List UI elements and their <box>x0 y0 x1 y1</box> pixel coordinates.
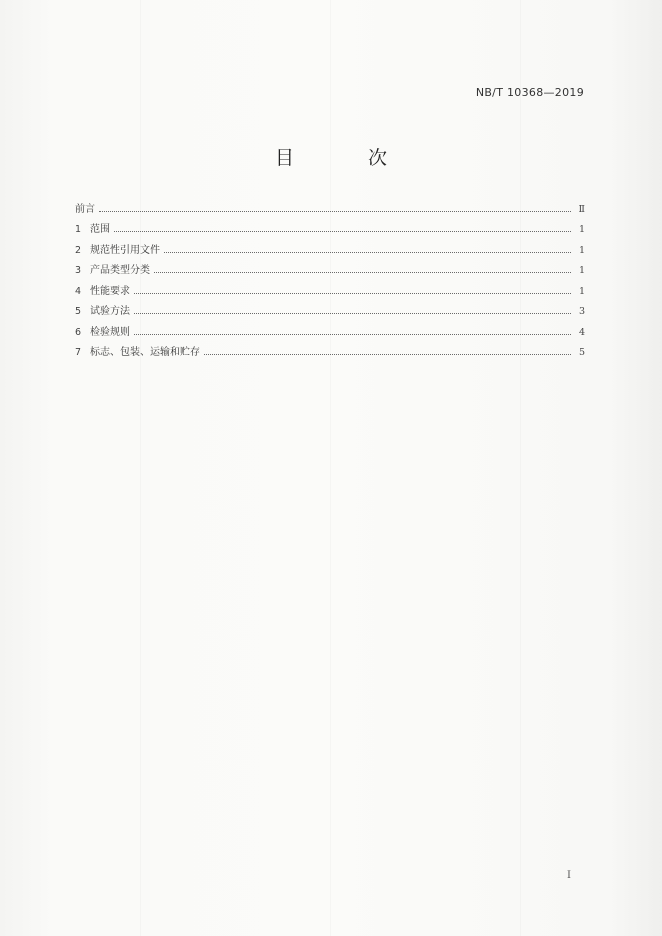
page-title: 目 次 <box>274 147 422 169</box>
toc-entry-foreword[interactable] <box>75 194 585 215</box>
toc-entry-label: 前言 <box>75 203 95 215</box>
toc-entry-number: 3 <box>75 265 82 276</box>
toc-entry-normative-references[interactable] <box>75 235 585 256</box>
toc-entry-page: 5 <box>578 347 585 358</box>
toc-leader-dots <box>114 230 571 232</box>
toc-entry-page: Ⅱ <box>578 203 585 215</box>
toc-entry-page: 1 <box>578 224 585 235</box>
toc-entry-number: 5 <box>75 306 82 317</box>
toc-entry-label: 产品类型分类 <box>90 265 150 276</box>
toc-entry-number: 1 <box>75 224 82 235</box>
toc-entry-product-classification[interactable] <box>75 256 585 277</box>
toc-entry-label: 检验规则 <box>90 326 130 338</box>
table-of-contents <box>75 194 585 358</box>
toc-entry-page: 4 <box>578 326 585 338</box>
toc-entry-label: 标志、包装、运输和贮存 <box>90 347 200 358</box>
toc-leader-dots <box>99 210 571 212</box>
toc-entry-label: 试验方法 <box>90 306 130 317</box>
toc-entry-page: 1 <box>578 285 585 297</box>
scan-artifact <box>520 0 521 936</box>
toc-leader-dots <box>154 271 571 273</box>
toc-entry-performance-requirements[interactable] <box>75 276 585 297</box>
toc-leader-dots <box>164 251 571 253</box>
toc-entry-number: 4 <box>75 285 82 297</box>
toc-leader-dots <box>134 292 571 294</box>
toc-entry-label: 规范性引用文件 <box>90 244 160 256</box>
toc-entry-number: 2 <box>75 244 82 256</box>
toc-entry-marking-packaging[interactable] <box>75 338 585 359</box>
toc-entry-label: 性能要求 <box>90 285 130 297</box>
scan-artifact <box>140 0 141 936</box>
toc-entry-page: 1 <box>578 265 585 276</box>
toc-leader-dots <box>204 353 571 355</box>
toc-entry-page: 3 <box>578 306 585 317</box>
toc-entry-label: 范围 <box>90 224 110 235</box>
toc-entry-number: 6 <box>75 326 82 338</box>
toc-entry-inspection-rules[interactable] <box>75 317 585 338</box>
document-code: NB/T 10368—2019 <box>475 86 584 99</box>
scan-artifact <box>330 0 331 936</box>
toc-leader-dots <box>134 333 571 335</box>
page-number: Ⅰ <box>567 870 571 881</box>
toc-entry-scope[interactable] <box>75 215 585 236</box>
toc-entry-page: 1 <box>578 244 585 256</box>
toc-leader-dots <box>134 312 571 314</box>
toc-entry-test-methods[interactable] <box>75 297 585 318</box>
toc-entry-number: 7 <box>75 347 82 358</box>
